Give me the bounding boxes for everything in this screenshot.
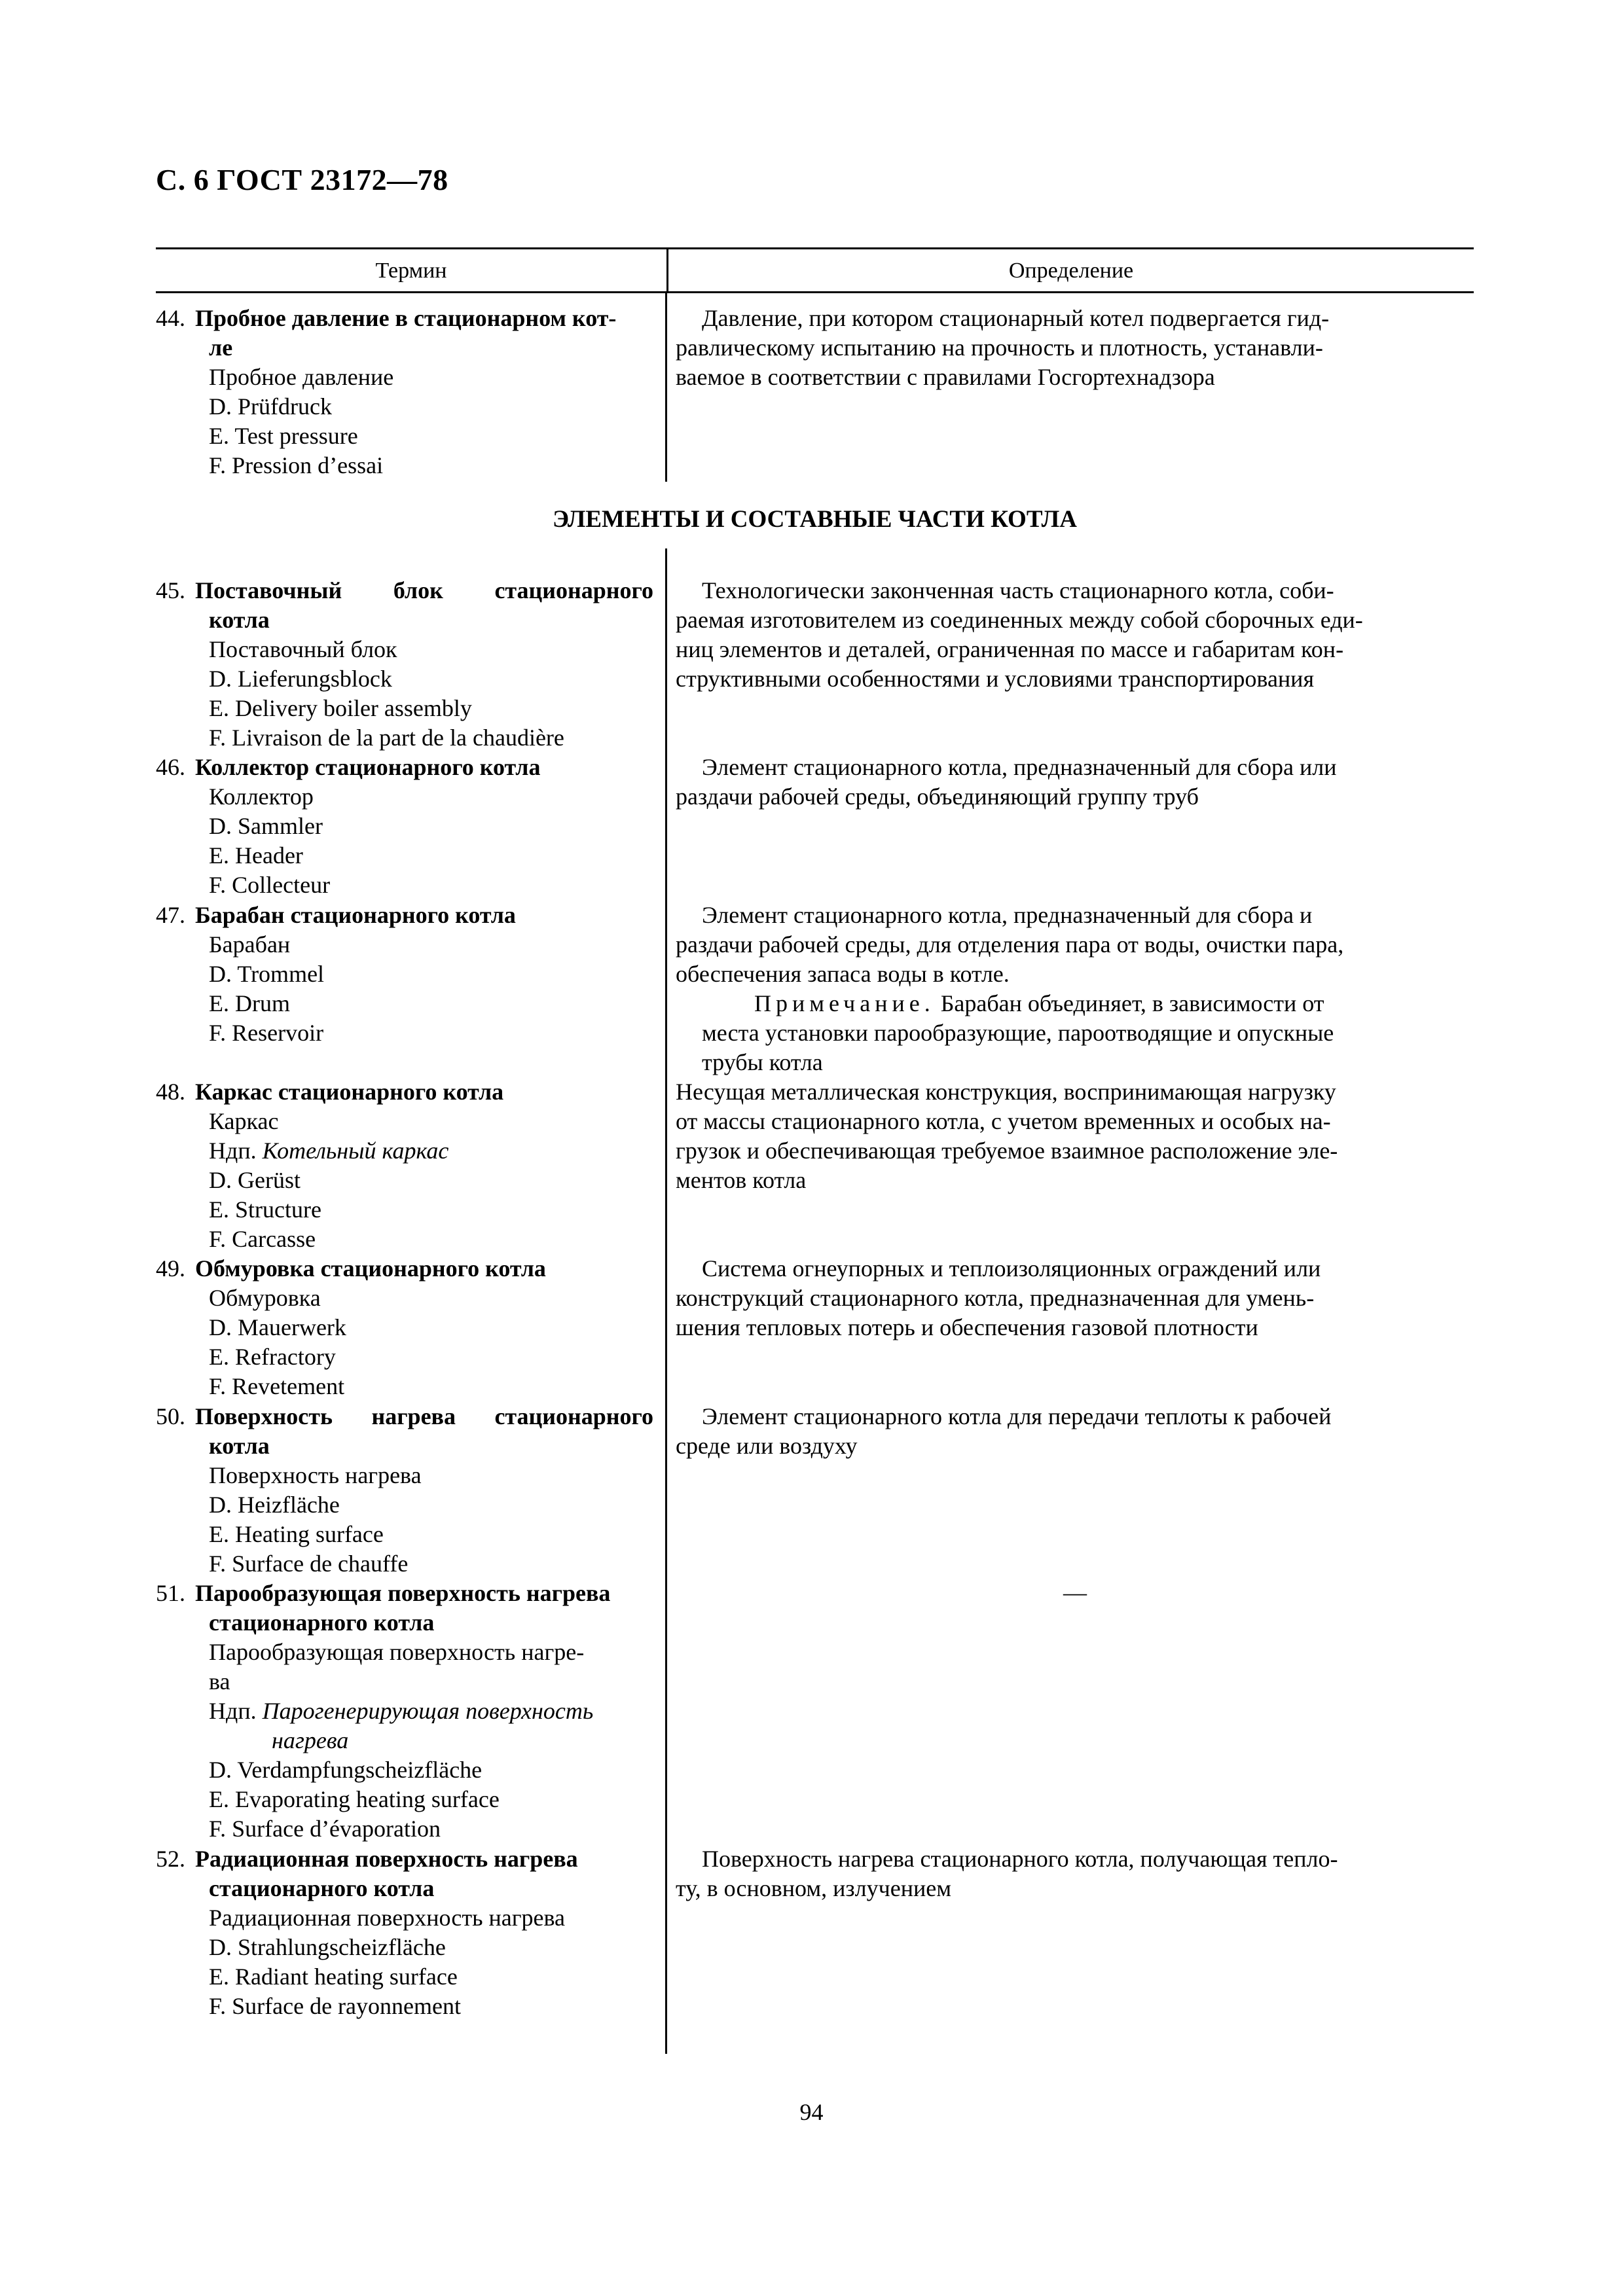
- definition: [676, 576, 1474, 694]
- definition-line: ту, в основном, излучением: [676, 1875, 951, 1901]
- column-header-term: Термин: [375, 259, 447, 283]
- deprecated-term: [156, 1136, 653, 1166]
- note-line: трубы котла: [702, 1049, 823, 1075]
- column-divider: [665, 548, 667, 2054]
- deprecated-term-text: Парогенерирующая поверхность: [262, 1698, 594, 1724]
- definition-line: ваемое в соответствии с правилами Госгортехнадзора: [676, 364, 1215, 390]
- english-term: E. Refractory: [209, 1344, 336, 1370]
- term-title: Барабан стационарного котла: [195, 902, 516, 928]
- deprecated-term: [156, 1696, 653, 1726]
- english-term: E. Radiant heating surface: [209, 1964, 458, 1990]
- term-title-cont: ле: [209, 334, 233, 361]
- column-divider: [665, 293, 667, 482]
- definition: [676, 1254, 1474, 1342]
- term-title-cont: котла: [209, 1433, 270, 1459]
- definition-line: Система огнеупорных и теплоизоляционных ограждений или: [702, 1255, 1321, 1282]
- definition: [676, 1402, 1474, 1461]
- definition-line: грузок и обеспечивающая требуемое взаимное расположение эле-: [676, 1138, 1338, 1164]
- definition-line: от массы стационарного котла, с учетом временных и особых на-: [676, 1108, 1331, 1134]
- german-term: D. Heizfläche: [209, 1492, 340, 1518]
- definition-line: равлическому испытанию на прочность и плотность, устанавли-: [676, 334, 1323, 361]
- term-title-cont: стационарного котла: [209, 1609, 435, 1636]
- definition: [676, 1077, 1474, 1195]
- short-term: Пробное давление: [209, 364, 394, 390]
- definition-line: среде или воздуху: [676, 1433, 858, 1459]
- german-term: D. Trommel: [209, 961, 325, 987]
- short-term: Каркас: [209, 1108, 279, 1134]
- definition: [676, 304, 1474, 392]
- german-term: D. Strahlungscheizfläche: [209, 1934, 446, 1960]
- term-column: [156, 901, 653, 1048]
- german-term: D. Sammler: [209, 813, 323, 839]
- term-column: [156, 753, 653, 900]
- english-term: E. Drum: [209, 990, 290, 1016]
- deprecated-term-cont: нагрева: [272, 1727, 349, 1753]
- term-title-cont: стационарного котла: [209, 1875, 435, 1901]
- term-title: Поверхность нагрева стационарного: [195, 1403, 653, 1429]
- term-number: 52.: [156, 1846, 185, 1872]
- term-title: Парообразующая поверхность нагрева: [195, 1580, 611, 1606]
- definition-line: конструкций стационарного котла, предназначенная для умень-: [676, 1285, 1315, 1311]
- term-column: [156, 576, 653, 753]
- term-column: [156, 1579, 653, 1844]
- french-term: F. Carcasse: [209, 1226, 316, 1252]
- short-term: Поверхность нагрева: [209, 1462, 422, 1488]
- german-term: D. Gerüst: [209, 1167, 301, 1193]
- term-title: Пробное давление в стационарном кот-: [195, 305, 617, 331]
- english-term: E. Structure: [209, 1196, 321, 1223]
- definition-dash: —: [1063, 1579, 1087, 1605]
- page-header: С. 6 ГОСТ 23172—78: [156, 163, 448, 196]
- definition-line: раздачи рабочей среды, для отделения пара от воды, очистки пара,: [676, 931, 1344, 958]
- french-term: F. Surface de rayonnement: [209, 1993, 461, 2019]
- definition: [676, 753, 1474, 812]
- term-title: Коллектор стационарного котла: [195, 754, 541, 780]
- term-number: 45.: [156, 577, 185, 603]
- definition-line: Элемент стационарного котла для передачи теплоты к рабочей: [702, 1403, 1332, 1429]
- german-term: D. Prüfdruck: [209, 393, 332, 420]
- definition: [676, 901, 1474, 1077]
- term-column: [156, 304, 653, 480]
- term-number: 49.: [156, 1255, 185, 1282]
- short-term-cont: ва: [209, 1668, 230, 1695]
- term-number: 48.: [156, 1079, 185, 1105]
- term-title: Каркас стационарного котла: [195, 1079, 504, 1105]
- english-term: E. Delivery boiler assembly: [209, 695, 472, 721]
- english-term: E. Heating surface: [209, 1521, 384, 1547]
- term-number: 44.: [156, 305, 185, 331]
- definition-line: Поверхность нагрева стационарного котла, получающая тепло-: [702, 1846, 1338, 1872]
- term-title: Радиационная поверхность нагрева: [195, 1846, 578, 1872]
- german-term: D. Mauerwerk: [209, 1314, 346, 1340]
- term-column: [156, 1402, 653, 1579]
- definition-line: структивными особенностями и условиями транспортирования: [676, 666, 1315, 692]
- definition-line: раздачи рабочей среды, объединяющий группу труб: [676, 783, 1199, 810]
- definition-line: ниц элементов и деталей, ограниченная по массе и габаритам кон-: [676, 636, 1344, 662]
- german-term: D. Verdampfungscheizfläche: [209, 1757, 483, 1783]
- english-term: E. Test pressure: [209, 423, 358, 449]
- french-term: F. Collecteur: [209, 872, 331, 898]
- note-label: Примечание.: [754, 990, 935, 1016]
- table-header: [156, 247, 1474, 293]
- definition: [676, 1844, 1474, 1903]
- definition-line: ментов котла: [676, 1167, 807, 1193]
- term-column: [156, 1254, 653, 1401]
- term-number: 47.: [156, 902, 185, 928]
- french-term: F. Surface d’évaporation: [209, 1816, 441, 1842]
- short-term: Парообразующая поверхность нагре-: [209, 1639, 585, 1665]
- deprecated-term-text: Котельный каркас: [262, 1138, 449, 1164]
- term-number: 50.: [156, 1403, 185, 1429]
- note-line: Барабан объединяет, в зависимости от: [940, 990, 1324, 1016]
- french-term: F. Livraison de la part de la chaudière: [209, 725, 564, 751]
- short-term: Барабан: [209, 931, 291, 958]
- definition-line: раемая изготовителем из соединенных между собой сборочных еди-: [676, 607, 1363, 633]
- definition-line: шения тепловых потерь и обеспечения газовой плотности: [676, 1314, 1258, 1340]
- deprecated-label: Ндп.: [209, 1138, 257, 1164]
- definition-line: Давление, при котором стационарный котел подвергается гид-: [702, 305, 1330, 331]
- page-number: 94: [799, 2099, 824, 2125]
- term-column: [156, 1844, 653, 2021]
- term-column: [156, 1077, 653, 1254]
- term-number: 51.: [156, 1580, 185, 1606]
- french-term: F. Revetement: [209, 1373, 345, 1399]
- deprecated-label: Ндп.: [209, 1698, 257, 1724]
- term-title-cont: котла: [209, 607, 270, 633]
- term-number: 46.: [156, 754, 185, 780]
- short-term: Радиационная поверхность нагрева: [209, 1905, 565, 1931]
- definition-line: Элемент стационарного котла, предназначенный для сбора или: [702, 754, 1337, 780]
- note: [676, 989, 1474, 1077]
- definition-line: обеспечения запаса воды в котле.: [676, 961, 1010, 987]
- french-term: F. Surface de chauffe: [209, 1551, 409, 1577]
- column-header-definition: Определение: [1008, 259, 1134, 283]
- note-line: места установки парообразующие, пароотводящие и опускные: [702, 1020, 1334, 1046]
- german-term: D. Lieferungsblock: [209, 666, 392, 692]
- term-title: Поставочный блок стационарного: [195, 577, 653, 603]
- french-term: F. Reservoir: [209, 1020, 324, 1046]
- section-title: ЭЛЕМЕНТЫ И СОСТАВНЫЕ ЧАСТИ КОТЛА: [553, 506, 1077, 533]
- short-term: Поставочный блок: [209, 636, 397, 662]
- term-title: Обмуровка стационарного котла: [195, 1255, 546, 1282]
- definition-line: Технологически законченная часть стационарного котла, соби-: [702, 577, 1334, 603]
- short-term: Коллектор: [209, 783, 314, 810]
- english-term: E. Header: [209, 842, 303, 869]
- french-term: F. Pression d’essai: [209, 452, 384, 478]
- definition-line: Элемент стационарного котла, предназначенный для сбора и: [702, 902, 1313, 928]
- short-term: Обмуровка: [209, 1285, 321, 1311]
- definition-line: Несущая металлическая конструкция, воспринимающая нагрузку: [676, 1079, 1336, 1105]
- english-term: E. Evaporating heating surface: [209, 1786, 500, 1812]
